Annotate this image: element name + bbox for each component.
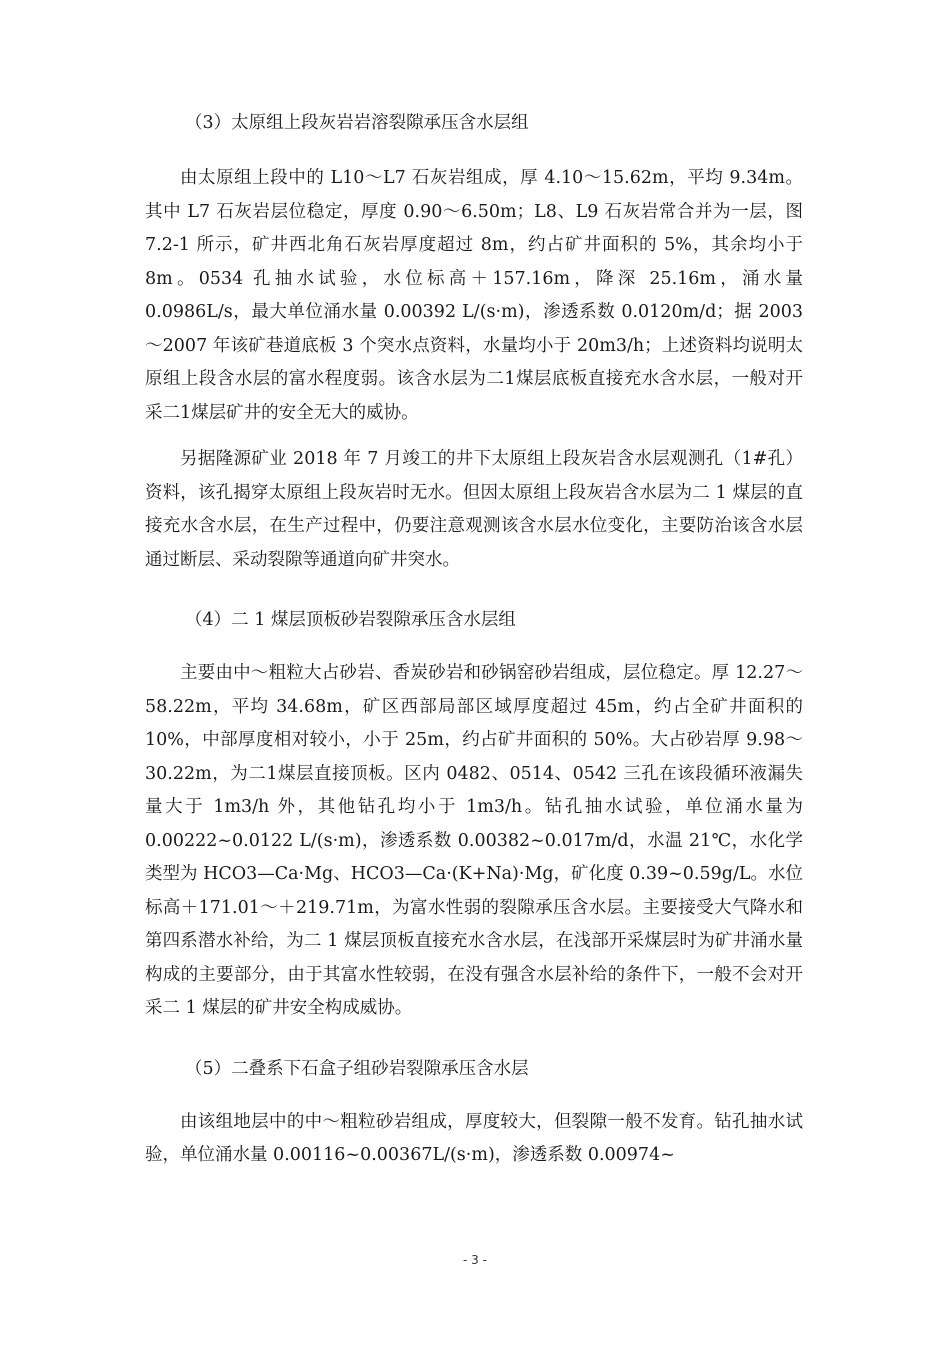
page-number: - 3 -: [463, 1253, 487, 1267]
document-body: [145, 112, 803, 1173]
paragraph-observation-hole: 另据隆源矿业 2018 年 7 月竣工的井下太原组上段灰岩含水层观测孔（1#孔）资料，该孔揭穿太原组上段灰岩时无水。但因太原组上段灰岩含水层为二 1 煤层的直接充水含水层，在生产过程中，仍要注意观测该含水层水位变化，主要防治该含水层通过断层、采动裂隙等通道向矿井突水。: [145, 449, 803, 570]
section-heading-4: （4）二 1 煤层顶板砂岩裂隙承压含水层组: [185, 610, 516, 630]
section-heading-5: （5）二叠系下石盒子组砂岩裂隙承压含水层: [185, 1058, 529, 1079]
paragraph-shihezi-sandstone: 由该组地层中的中～粗粒砂岩组成，厚度较大，但裂隙一般不发育。钻孔抽水试验，单位涌水量 0.00116~0.00367L/(s·m)，渗透系数 0.00974~: [145, 1111, 803, 1165]
paragraph-roof-sandstone: 主要由中～粗粒大占砂岩、香炭砂岩和砂锅窑砂岩组成，层位稳定。厚 12.27～58.22m，平均 34.68m，矿区西部局部区域厚度超过 45m，约占全矿井面积的 10%，中部厚度相对较小，小于 25m，约占矿井面积的 50%。大占砂岩厚 9.98～30.22m，为二1煤层直接顶板。区内 0482、0514、0542 三孔在该段循环液漏失量大于 1m3/h 外，其他钻孔均小于 1m3/h。钻孔抽水试验，单位涌水量为 0.00222~0.0122 L/(s·m)，渗透系数 0.00382~0.017m/d，水温 21℃，水化学类型为 HCO3—Ca·Mg、HCO3—Ca·(K+Na)·Mg，矿化度 0.39~0.59g/L。水位标高＋171.01～＋219.71m，为富水性弱的裂隙承压含水层。主要接受大气降水和第四系潜水补给，为二 1 煤层顶板直接充水含水层，在浅部开采煤层时为矿井涌水量构成的主要部分，由于其富水性较弱，在没有强含水层补给的条件下，一般不会对开采二 1 煤层的矿井安全构成威协。: [145, 663, 803, 1018]
paragraph-taiyuan-limestone: 由太原组上段中的 L10～L7 石灰岩组成，厚 4.10～15.62m，平均 9.34m。其中 L7 石灰岩层位稳定，厚度 0.90～6.50m；L8、L9 石灰岩常合并为一层，图 7.2-1 所示，矿井西北角石灰岩厚度超过 8m，约占矿井面积的 5%，其余均小于 8m。0534 孔抽水试验，水位标高＋157.16m，降深 25.16m，涌水量 0.0986L/s，最大单位涌水量 0.00392 L/(s·m)，渗透系数 0.0120m/d；据 2003～2007 年该矿巷道底板 3 个突水点资料，水量均小于 20m3/h；上述资料均说明太原组上段含水层的富水程度弱。该含水层为二1煤层底板直接充水含水层，一般对开采二1煤层矿井的安全无大的威协。: [145, 168, 803, 423]
section-heading-3: （3）太原组上段灰岩岩溶裂隙承压含水层组: [185, 113, 529, 133]
